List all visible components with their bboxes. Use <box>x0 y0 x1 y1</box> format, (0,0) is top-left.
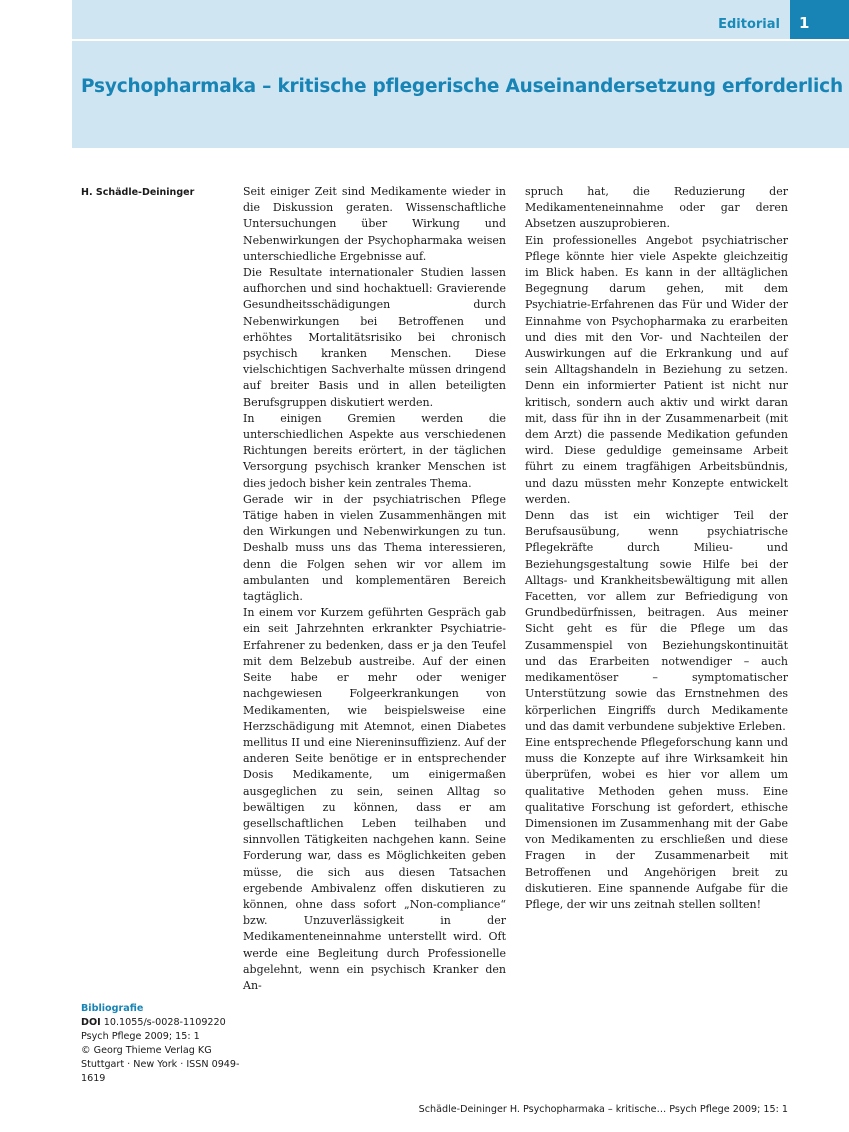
paragraph: Ein professionelles Angebot psychiatrischer Pflege könnte hier viele Aspekte gleichzeitig im Blick haben. Es kann in der alltäglichen Begegnung darum gehen, mit dem Psychiatrie-Erfahrenen das Für und Wider der Einnahme von Psychopharmaka zu erarbeiten und dies mit den Vor- und Nachteilen der Auswirkungen auf die Erkrankung und auf sein Alltagshandeln in Beziehung zu setzen. Denn ein informierter Patient ist nicht nur kritisch, sondern auch aktiv und wirkt daran mit, dass für ihn in der Zusammenarbeit (mit dem Arzt) die passende Medikation gefunden wird. Diese geduldige gemeinsame Arbeit führt zu einem tragfähigen Arbeitsbündnis, und dazu müssten mehr Konzepte entwickelt werden. <box>525 233 788 506</box>
journal-citation: Psych Pflege 2009; 15: 1 <box>81 1031 200 1042</box>
page-number-badge <box>790 0 849 39</box>
publisher-location: Stuttgart · New York · ISSN 0949-1619 <box>81 1059 240 1084</box>
doi-line <box>81 1016 241 1030</box>
section-label: Editorial <box>718 17 780 32</box>
article-title: Psychopharmaka – kritische pflegerische Auseinandersetzung erforderlich <box>81 76 843 97</box>
paragraph: spruch hat, die Reduzierung der Medikamenteneinnahme oder gar deren Absetzen auszuprobieren. <box>525 185 788 231</box>
paragraph: Eine entsprechende Pflegeforschung kann und muss die Konzepte auf ihre Wirksamkeit hin überprüfen, wobei es hier vor allem um qualitative Methoden gehen muss. Eine qualitative Forschung ist gefordert, ethische Dimensionen im Zusammenhang mit der Gabe von Medikamenten zu erschließen und diese Fragen in der Zusammenarbeit mit Betroffenen und Angehörigen breit zu diskutieren. Eine spannende Aufgabe für die Pflege, der wir uns zeitnah stellen sollten! <box>525 735 788 911</box>
paragraph: Die Resultate internationaler Studien lassen aufhorchen und sind hochaktuell: Gravierende Gesundheitsschädigungen durch Nebenwirkungen bei Betroffenen und erhöhtes Mortalitätsrisiko bei chronisch psychisch kranken Menschen. Diese vielschichtigen Sachverhalte müssen dringend auf breiter Basis und in allen beteiligten Berufsgruppen diskutiert werden. <box>243 266 506 409</box>
copyright-line: © Georg Thieme Verlag KG <box>81 1045 212 1056</box>
paragraph: Denn das ist ein wichtiger Teil der Berufsausübung, wenn psychiatrische Pflegekräfte durch Milieu- und Beziehungsgestaltung sowie Hilfe bei der Alltags- und Krankheitsbewältigung mit allen Facetten, vor allem zur Befriedigung von Grundbedürfnissen, beitragen. Aus meiner Sicht geht es für die Pflege um das Zusammenspiel von Beziehungskontinuität und das Erarbeiten notwendiger – auch medikamentöser – symptomatischer Unterstützung sowie das Ernstnehmen des körperlichen Eingriffs durch Medikamente und das damit verbundene subjektive Erleben. <box>525 509 788 733</box>
bibliography-heading: Bibliografie <box>81 1003 144 1014</box>
paragraph: Gerade wir in der psychiatrischen Pflege Tätige haben in vielen Zusammenhängen mit den Wirkungen und Nebenwirkungen zu tun. Deshalb muss uns das Thema interessieren, denn die Folgen sehen wir vor allem im ambulanten und komplementären Bereich tagtäglich. <box>243 492 506 604</box>
paragraph: In einem vor Kurzem geführten Gespräch gab ein seit Jahrzehnten erkrankter Psychiatrie-Erfahrener zu bedenken, dass er ja den Teufel mit dem Belzebub austreibe. Auf der einen Seite habe er mehr oder weniger nachgewiesen Folgeerkrankungen von Medikamenten, wie beispielsweise eine Herzschädigung mit Atemnot, einen Diabetes mellitus II und eine Niereninsuffizienz. Auf der anderen Seite benötige er in entsprechender Dosis Medikamente, um einigermaßen ausgeglichen zu sein, seinen Alltag so bewältigen zu können, dass er am gesellschaftlichen Leben teilhaben und sinnvollen Tätigkeiten nachgehen kann. Seine Forderung war, dass es Möglichkeiten geben müsse, die sich aus diesen Tatsachen ergebende Ambivalenz offen diskutieren zu können, ohne dass sofort „Non-compliance“ bzw. Unzuverlässigkeit in der Medikamenteneinnahme unterstellt wird. Oft werde eine Begleitung durch Professionelle abgelehnt, wenn ein psychisch Kranker den An- <box>243 606 506 992</box>
page-number: 1 <box>799 14 810 32</box>
paragraph: Seit einiger Zeit sind Medikamente wieder in die Diskussion geraten. Wissenschaftliche Untersuchungen über Wirkung und Nebenwirkungen der Psychopharmaka weisen unterschiedliche Ergebnisse auf. <box>243 185 506 263</box>
author-name: H. Schädle-Deininger <box>81 187 195 198</box>
page-footer-citation: Schädle-Deininger H. Psychopharmaka – kritische… Psych Pflege 2009; 15: 1 <box>418 1104 788 1115</box>
doi-label: DOI <box>81 1017 101 1028</box>
doi-value: 10.1055/s-0028-1109220 <box>103 1017 226 1028</box>
bibliography-box <box>81 1002 241 1086</box>
paragraph: In einigen Gremien werden die unterschiedlichen Aspekte aus verschiedenen Richtungen bereits erörtert, in der täglichen Versorgung psychisch kranker Menschen ist dies jedoch bisher kein zentrales Thema. <box>243 411 506 490</box>
body-column-1 <box>243 184 506 994</box>
header-divider <box>72 39 849 41</box>
body-column-2 <box>525 184 788 913</box>
